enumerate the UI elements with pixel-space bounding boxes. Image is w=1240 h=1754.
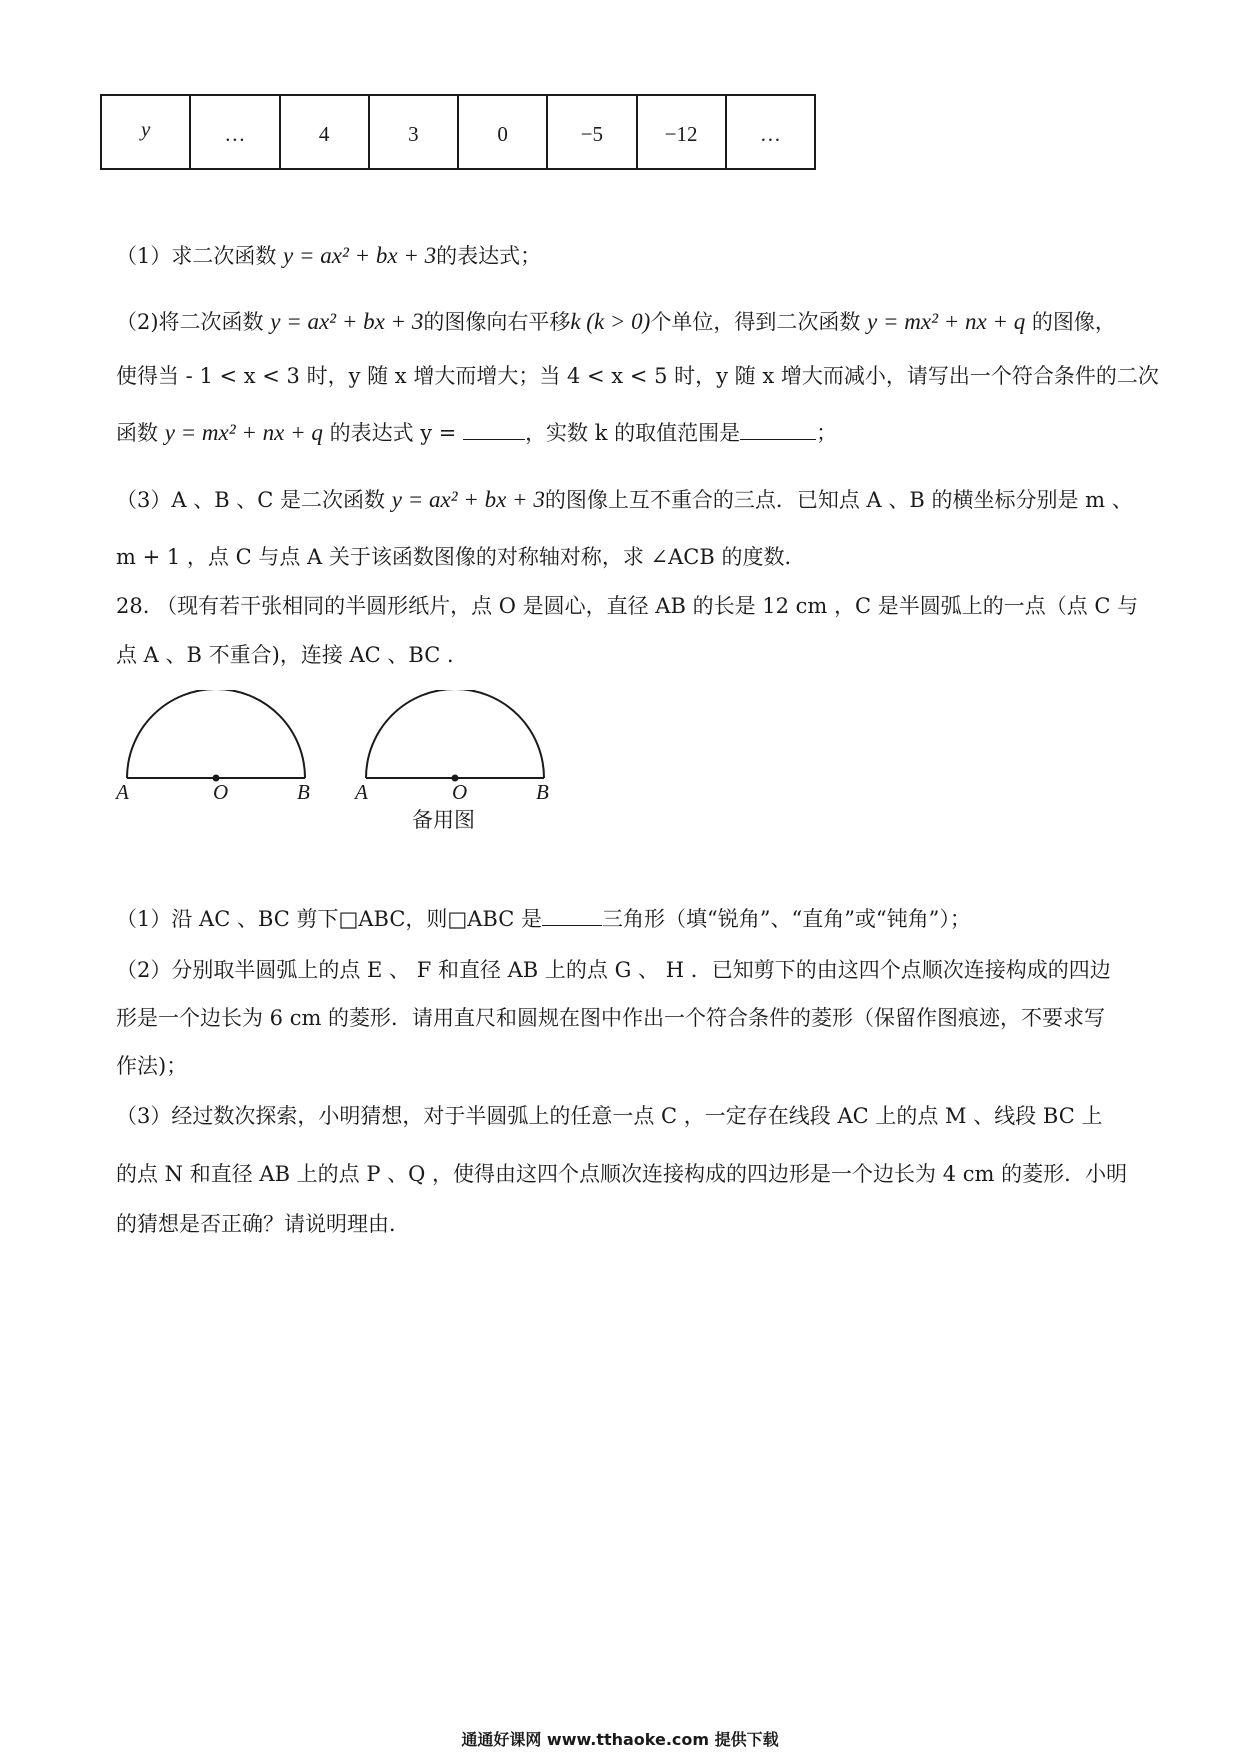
q27-part2-text: （2)将二次函数 <box>116 310 271 334</box>
q28-part1 <box>116 904 971 934</box>
q28-part2-text: 作法)； <box>116 1054 188 1078</box>
q27-part2-text: ，实数 k 的取值范围是 <box>525 421 741 445</box>
figure-label-a: A <box>116 780 129 804</box>
q27-part1-tail: 的表达式； <box>436 244 542 268</box>
answer-blank[interactable] <box>463 419 525 440</box>
q28-part2-text: （2）分别取半圆弧上的点 E 、 F 和直径 AB 上的点 G 、 H ．已知剪下的由这四个点顺次连接构成的四边 <box>116 958 1111 982</box>
figure-caption: 备用图 <box>412 808 475 832</box>
q28-line2 <box>116 640 468 670</box>
table-cell: 0 <box>458 95 547 169</box>
table-cell: … <box>726 95 815 169</box>
q27-part3-line2 <box>116 542 805 572</box>
q28-part3-text: 的点 N 和直径 AB 上的点 P 、Q ，使得由这四个点顺次连接构成的四边形是一个边长为 4 cm 的菱形．小明 <box>116 1162 1128 1186</box>
q27-part1-lead: （1）求二次函数 <box>116 244 284 268</box>
q28-part2-line2 <box>116 1003 1105 1033</box>
q28-part1-text: 三角形（填“锐角”、“直角”或“钝角”）； <box>601 907 971 931</box>
value-table <box>100 94 816 170</box>
figure-label-a: A <box>355 780 368 804</box>
table-cell: 3 <box>369 95 458 169</box>
q28-text: 28. （现有若干张相同的半圆形纸片，点 O 是圆心，直径 AB 的长是 12 cm ，C 是半圆弧上的一点（点 C 与 <box>116 594 1139 618</box>
figure-label-o: O <box>452 780 468 804</box>
q27-part3-expr: y = ax² + bx + 3 <box>391 487 545 512</box>
q27-part2-text: 的图像向右平移 <box>423 310 571 334</box>
q28-part2-line3 <box>116 1051 187 1081</box>
page-footer: 通通好课网 www.tthaoke.com 提供下载 <box>461 1730 779 1749</box>
q27-part2-text: ； <box>816 421 838 445</box>
q28-part2-line1 <box>116 955 1111 985</box>
q27-part2-text: 的图像， <box>1025 310 1116 334</box>
semicircle-figure-2 <box>366 690 544 782</box>
answer-blank[interactable] <box>740 419 816 440</box>
semicircle-arc <box>366 690 544 778</box>
q27-part2-text: y 随 x 增大而增大；当 4 < x < 5 时， <box>348 364 717 388</box>
q28-part2-text: 形是一个边长为 6 cm 的菱形．请用直尺和圆规在图中作出一个符合条件的菱形（保留作图痕迹，不要求写 <box>116 1006 1106 1030</box>
q27-part2-text: 函数 <box>116 421 165 445</box>
q27-part2-line1 <box>116 307 1116 337</box>
q27-part2-expr3: y = mx² + nx + q <box>164 420 323 445</box>
table-cell: 4 <box>280 95 369 169</box>
q27-part2-line2 <box>116 361 1159 391</box>
q27-part2-text: 的表达式 y = <box>322 421 464 445</box>
semicircle-figure-1 <box>127 690 305 782</box>
table-row <box>101 95 815 169</box>
q27-part1 <box>116 241 541 271</box>
q27-part2-expr2: y = mx² + nx + q <box>867 309 1026 334</box>
figure-label-b: B <box>297 780 310 804</box>
q27-part2-text: 使得当 - 1 < x < 3 时， <box>116 364 349 388</box>
q28-part3-text: 的猜想是否正确？请说明理由． <box>116 1212 410 1236</box>
q27-part2-line3 <box>116 418 837 448</box>
q27-part3-line1 <box>116 485 1133 515</box>
figure-label-b: B <box>536 780 549 804</box>
q28-part3-line3 <box>116 1209 410 1239</box>
q27-part2-expr: y = ax² + bx + 3 <box>270 309 424 334</box>
q28-part3-line2 <box>116 1159 1127 1189</box>
table-cell: −5 <box>547 95 636 169</box>
q28-line1 <box>116 591 1138 621</box>
figure-label-o: O <box>213 780 229 804</box>
table-cell: … <box>190 95 279 169</box>
q27-part2-k: k (k > 0) <box>570 309 651 334</box>
q28-part3-text: （3）经过数次探索，小明猜想，对于半圆弧上的任意一点 C ，一定存在线段 AC 上的点 M 、线段 BC 上 <box>116 1104 1103 1128</box>
q28-text: 点 A 、B 不重合)，连接 AC 、BC ． <box>116 643 468 667</box>
q27-part3-text: m + 1 ，点 C 与点 A 关于该函数图像的对称轴对称，求 ∠ACB 的度数． <box>116 545 806 569</box>
table-cell: −12 <box>637 95 726 169</box>
table-header-cell: y <box>101 95 190 169</box>
q28-part1-text: （1）沿 AC 、BC 剪下□ABC，则□ABC 是 <box>116 907 542 931</box>
semicircle-arc <box>127 690 305 778</box>
q27-part2-text: y 随 x 增大而减小，请写出一个符合条件的二次 <box>716 364 1159 388</box>
q27-part2-text: 个单位，得到二次函数 <box>650 310 868 334</box>
q27-part3-text: （3）A 、B 、C 是二次函数 <box>116 488 392 512</box>
q27-part3-text: 的图像上互不重合的三点．已知点 A 、B 的横坐标分别是 m 、 <box>544 488 1133 512</box>
q28-part3-line1 <box>116 1101 1102 1131</box>
semicircle-figures <box>110 690 570 790</box>
q27-part1-expr: y = ax² + bx + 3 <box>283 243 437 268</box>
answer-blank[interactable] <box>542 905 602 926</box>
